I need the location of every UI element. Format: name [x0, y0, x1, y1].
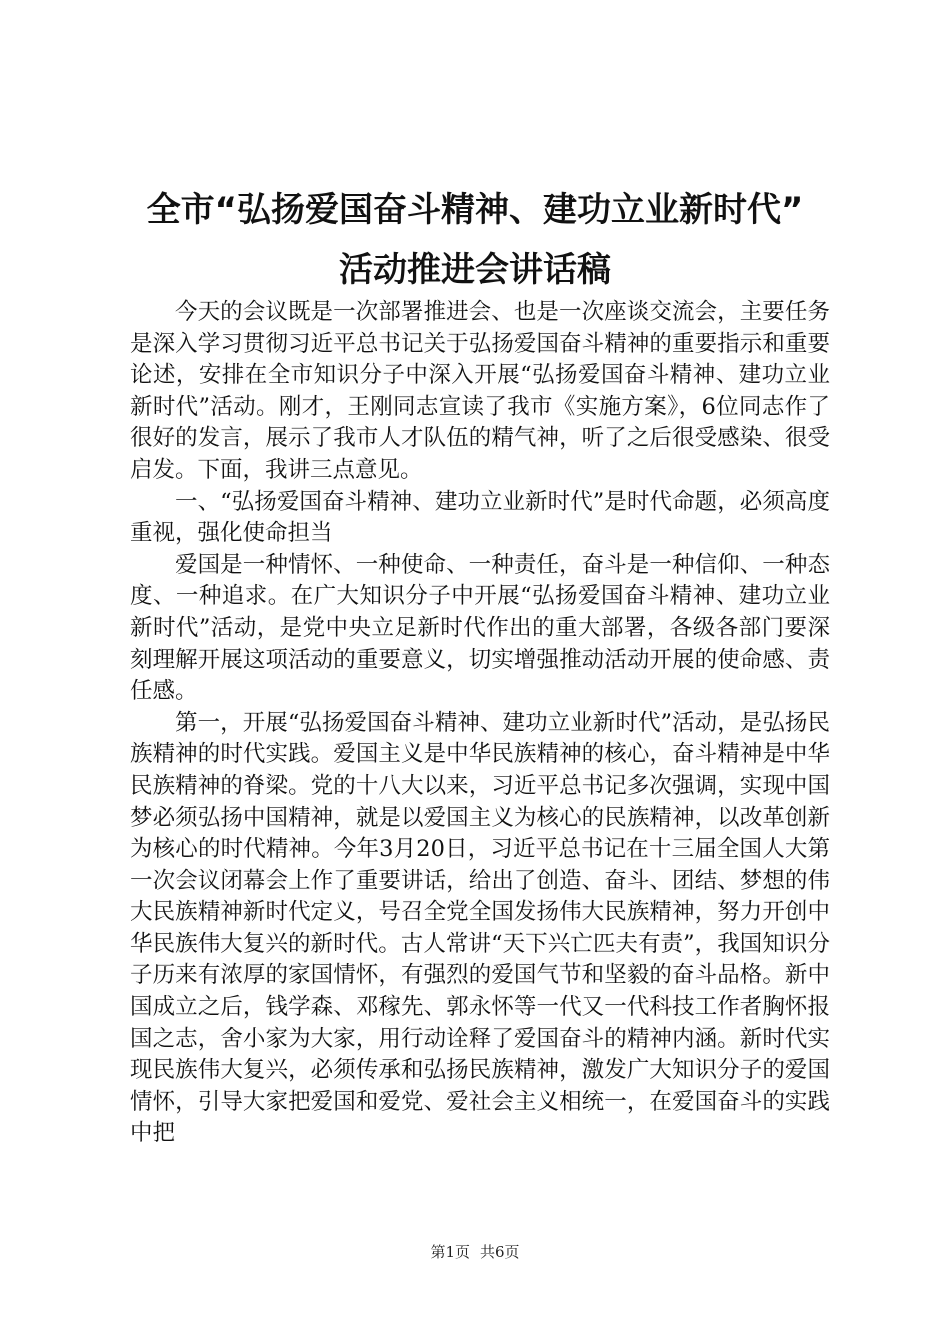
document-body: [130, 297, 830, 1150]
page-number-current: 第1页: [430, 1243, 470, 1261]
paragraph-intro: 今天的会议既是一次部署推进会、也是一次座谈交流会，主要任务是深入学习贯彻习近平总书记关于弘扬爱国奋斗精神的重要指示和重要论述，安排在全市知识分子中深入开展“弘扬爱国奋斗精神、建功立业新时代”活动。刚才，王刚同志宣读了我市《实施方案》，6位同志作了很好的发言，展示了我市人才队伍的精气神，听了之后很受感染、很受启发。下面，我讲三点意见。: [130, 299, 830, 483]
document-title-line-1: 全市“弘扬爱国奋斗精神、建功立业新时代”: [146, 190, 804, 230]
document-title-line-2: 活动推进会讲话稿: [339, 250, 611, 290]
paragraph-patriotism: 爱国是一种情怀、一种使命、一种责任，奋斗是一种信仰、一种态度、一种追求。在广大知识分子中开展“弘扬爱国奋斗精神、建功立业新时代”活动，是党中央立足新时代作出的重大部署，各级各部门要深刻理解开展这项活动的重要意义，切实增强推动活动开展的使命感、责任感。: [130, 551, 830, 705]
page-number-total: 共6页: [480, 1243, 520, 1261]
page-footer: [0, 1242, 950, 1262]
paragraph-first-point: 第一，开展“弘扬爱国奋斗精神、建功立业新时代”活动，是弘扬民族精神的时代实践。爱国主义是中华民族精神的核心，奋斗精神是中华民族精神的脊梁。党的十八大以来，习近平总书记多次强调，实现中国梦必须弘扬中国精神，就是以爱国主义为核心的民族精神，以改革创新为核心的时代精神。今年3月20日，习近平总书记在十三届全国人大第一次会议闭幕会上作了重要讲话，给出了创造、奋斗、团结、梦想的伟大民族精神新时代定义，号召全党全国发扬伟大民族精神，努力开创中华民族伟大复兴的新时代。古人常讲“天下兴亡匹夫有责”，我国知识分子历来有浓厚的家国情怀，有强烈的爱国气节和坚毅的奋斗品格。新中国成立之后，钱学森、邓稼先、郭永怀等一代又一代科技工作者胸怀报国之志，舍小家为大家，用行动诠释了爱国奋斗的精神内涵。新时代实现民族伟大复兴，必须传承和弘扬民族精神，激发广大知识分子的爱国情怀，引导大家把爱国和爱党、爱社会主义相统一，在爱国奋斗的实践中把: [130, 709, 830, 1147]
section-heading-1: 一、“弘扬爱国奋斗精神、建功立业新时代”是时代命题，必须高度重视，强化使命担当: [130, 488, 830, 547]
